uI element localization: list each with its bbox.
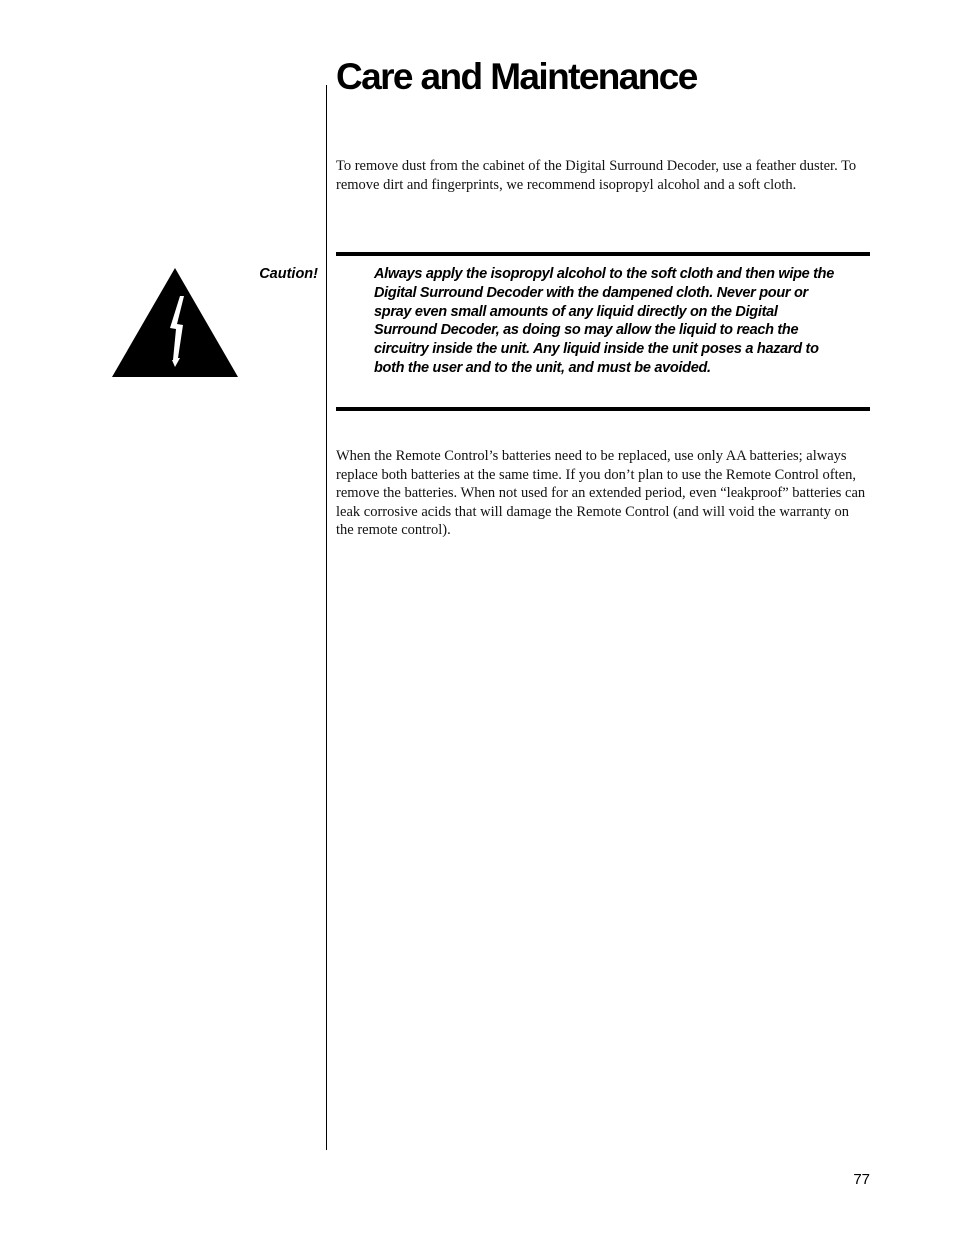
caution-text: Always apply the isopropyl alcohol to the soft cloth and then wipe the Digital Surround Decoder with the dampened cloth. Never pour or spray even small amounts of any liquid directly on the Digital Surround Decoder, as doing so may allow the liquid to reach the circuitry inside the unit. Any liquid inside the unit poses a hazard to both the user and to the unit, and must be avoided. [374, 266, 834, 376]
page-number: 77 [853, 1171, 870, 1188]
battery-paragraph: When the Remote Control’s batteries need to be replaced, use only AA batteries; always replace both batteries at the same time. If you don’t plan to use the Remote Control often, remove the batteries. When not used for an extended period, even “leakproof” batteries can leak corrosive acids that will damage the Remote Control (and will void the warranty on the remote control). [336, 448, 866, 539]
caution-label: Caution! [259, 266, 318, 282]
warning-triangle-icon [112, 268, 238, 377]
margin-rule [326, 85, 327, 1150]
page-title: Care and Maintenance [336, 56, 697, 97]
caution-bottom-rule [336, 407, 870, 411]
cabinet-cleaning-paragraph: To remove dust from the cabinet of the Digital Surround Decoder, use a feather duster. To remove dirt and fingerprints, we recommend isopropyl alcohol and a soft cloth. [336, 158, 857, 193]
caution-top-rule [336, 252, 870, 256]
electrical-hazard-warning-icon [112, 268, 238, 377]
